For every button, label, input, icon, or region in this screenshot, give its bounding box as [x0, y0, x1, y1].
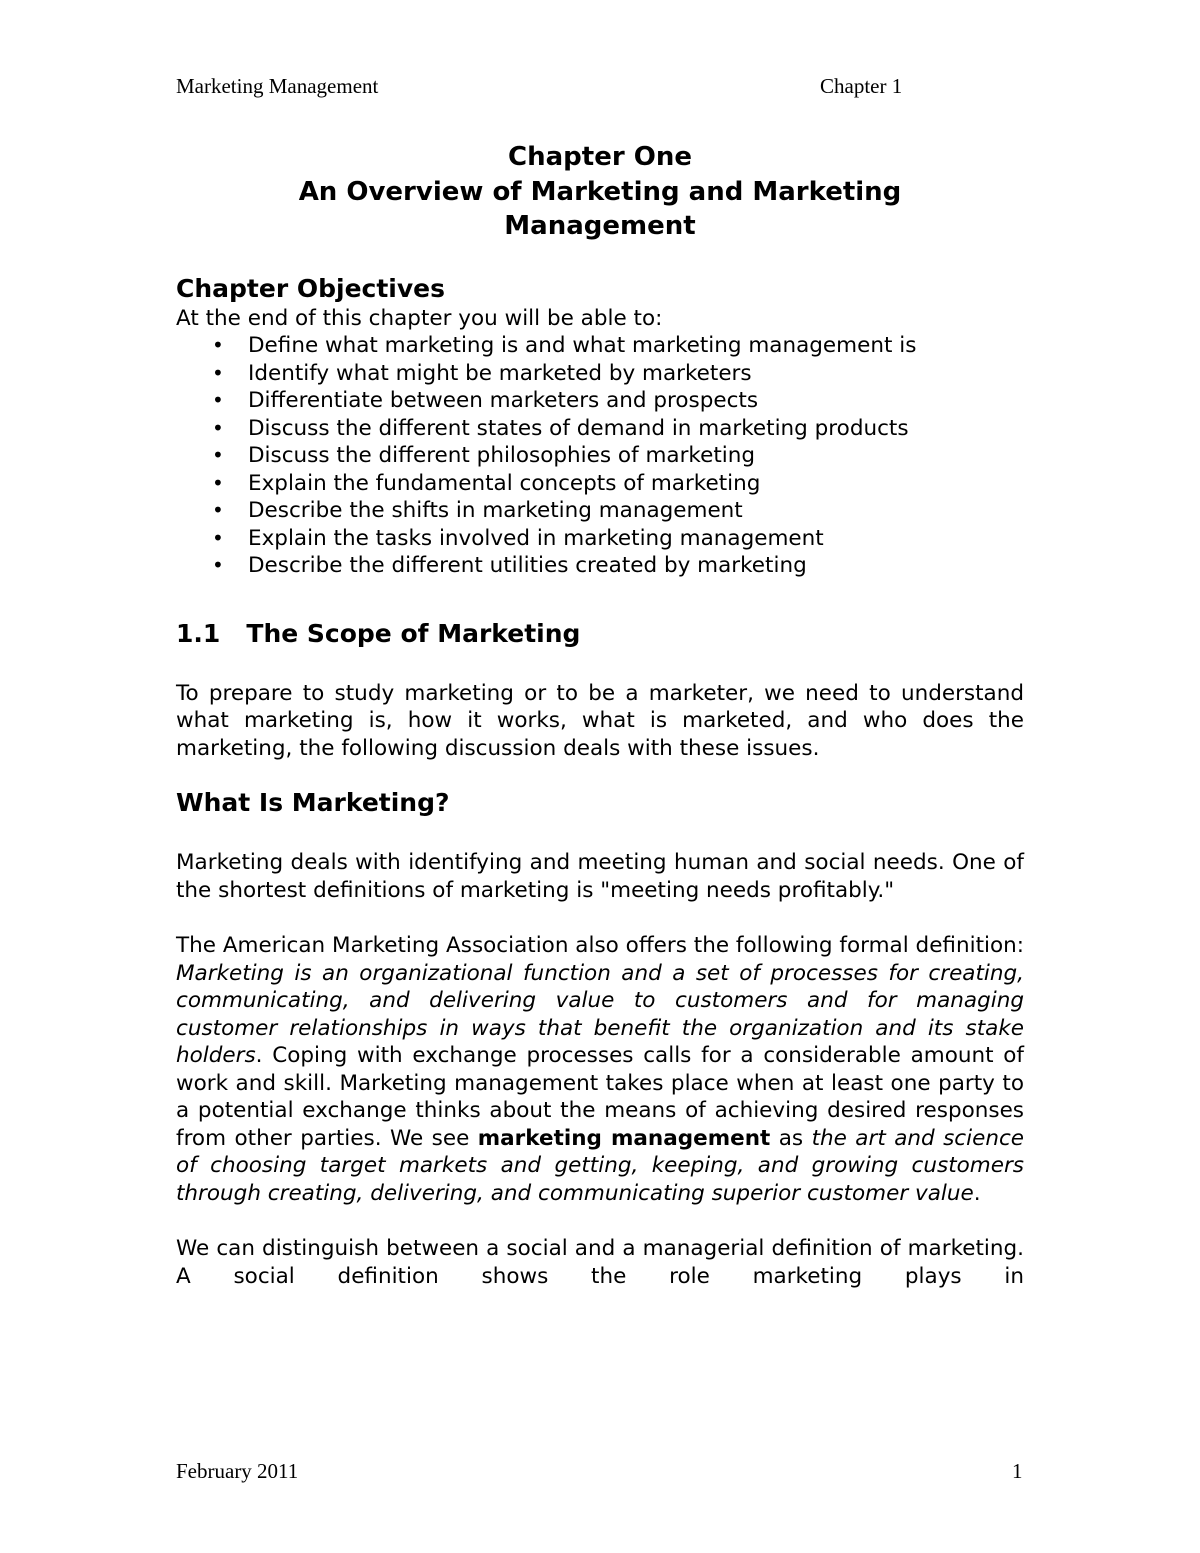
objectives-list	[176, 332, 1024, 580]
list-item: • Describe the shifts in marketing management	[212, 498, 743, 523]
header-chapter: Chapter 1	[820, 74, 903, 98]
list-item: • Identify what might be marketed by marketers	[212, 360, 752, 386]
social-definition-paragraph: We can distinguish between a social and a managerial definition of marketing. A social definition shows the role marketing plays in	[176, 1236, 1024, 1289]
list-item: • Differentiate between marketers and prospects	[212, 388, 759, 413]
ama-definition-quote: Marketing is an organizational function and a set of processes for creating, communicating, and delivering value to customers and for managing customer relationships in ways that benefit the organization and its stake holders	[176, 960, 1024, 1068]
ama-definition-paragraph: The American Marketing Association also offers the following formal definition: Marketing is an organizational function and a set of processes for creating, communicating, and delivering value to customers and for managing customer relationships in ways that benefit the organization and its stake holders. Coping with exchange processes calls for a considerable amount of work and skill. Marketing management takes place when at least one party to a potential exchange thinks about the means of achieving desired responses from other parties. We see marketing management as the art and science of choosing target markets and getting, keeping, and growing customers through creating, delivering, and communicating superior customer value.	[176, 933, 1024, 1206]
objectives-intro: At the end of this chapter you will be able to:	[176, 305, 663, 331]
term-marketing-management: marketing management	[477, 1125, 771, 1151]
bullet-icon: •	[212, 470, 224, 495]
chapter-title	[176, 140, 1024, 244]
objectives-heading: Chapter Objectives	[176, 273, 445, 303]
bullet-icon: •	[212, 553, 224, 577]
marketing-management-definition: the art and science of choosing target markets and getting, keeping, and growing customers through creating, delivering, and communicating superior customer value	[176, 1125, 1024, 1206]
bullet-icon: •	[212, 388, 224, 412]
definition-paragraph: Marketing deals with identifying and meeting human and social needs. One of the shortest definitions of marketing is "meeting needs profitably."	[176, 850, 1024, 903]
list-item: • Explain the tasks involved in marketing management	[212, 525, 824, 551]
bullet-icon: •	[212, 498, 224, 522]
list-item: • Define what marketing is and what marketing management is	[212, 333, 917, 358]
bullet-icon: •	[212, 415, 224, 440]
scope-paragraph: To prepare to study marketing or to be a marketer, we need to understand what marketing is, how it works, what is marketed, and who does the marketing, the following discussion deals with these issues.	[176, 680, 1024, 761]
bullet-icon: •	[212, 360, 224, 385]
page-number: 1	[1012, 1459, 1023, 1483]
chapter-number: Chapter One	[508, 142, 692, 172]
footer-date: February 2011	[176, 1459, 299, 1483]
section-heading-scope: 1.1 The Scope of Marketing	[176, 618, 581, 648]
bullet-icon: •	[212, 333, 224, 357]
header-title: Marketing Management	[176, 74, 379, 98]
list-item: • Explain the fundamental concepts of marketing	[212, 470, 761, 496]
list-item: • Discuss the different philosophies of marketing	[212, 443, 756, 468]
page-body	[176, 140, 1024, 1290]
chapter-name-line-1: An Overview of Marketing and Marketing	[298, 176, 902, 207]
bullet-icon: •	[212, 525, 224, 550]
list-item: • Discuss the different states of demand in marketing products	[212, 415, 909, 441]
section-heading-what-is-marketing: What Is Marketing?	[176, 788, 450, 817]
bullet-icon: •	[212, 443, 224, 467]
list-item: • Describe the different utilities created by marketing	[212, 553, 807, 578]
chapter-name-line-2: Management	[504, 211, 696, 241]
